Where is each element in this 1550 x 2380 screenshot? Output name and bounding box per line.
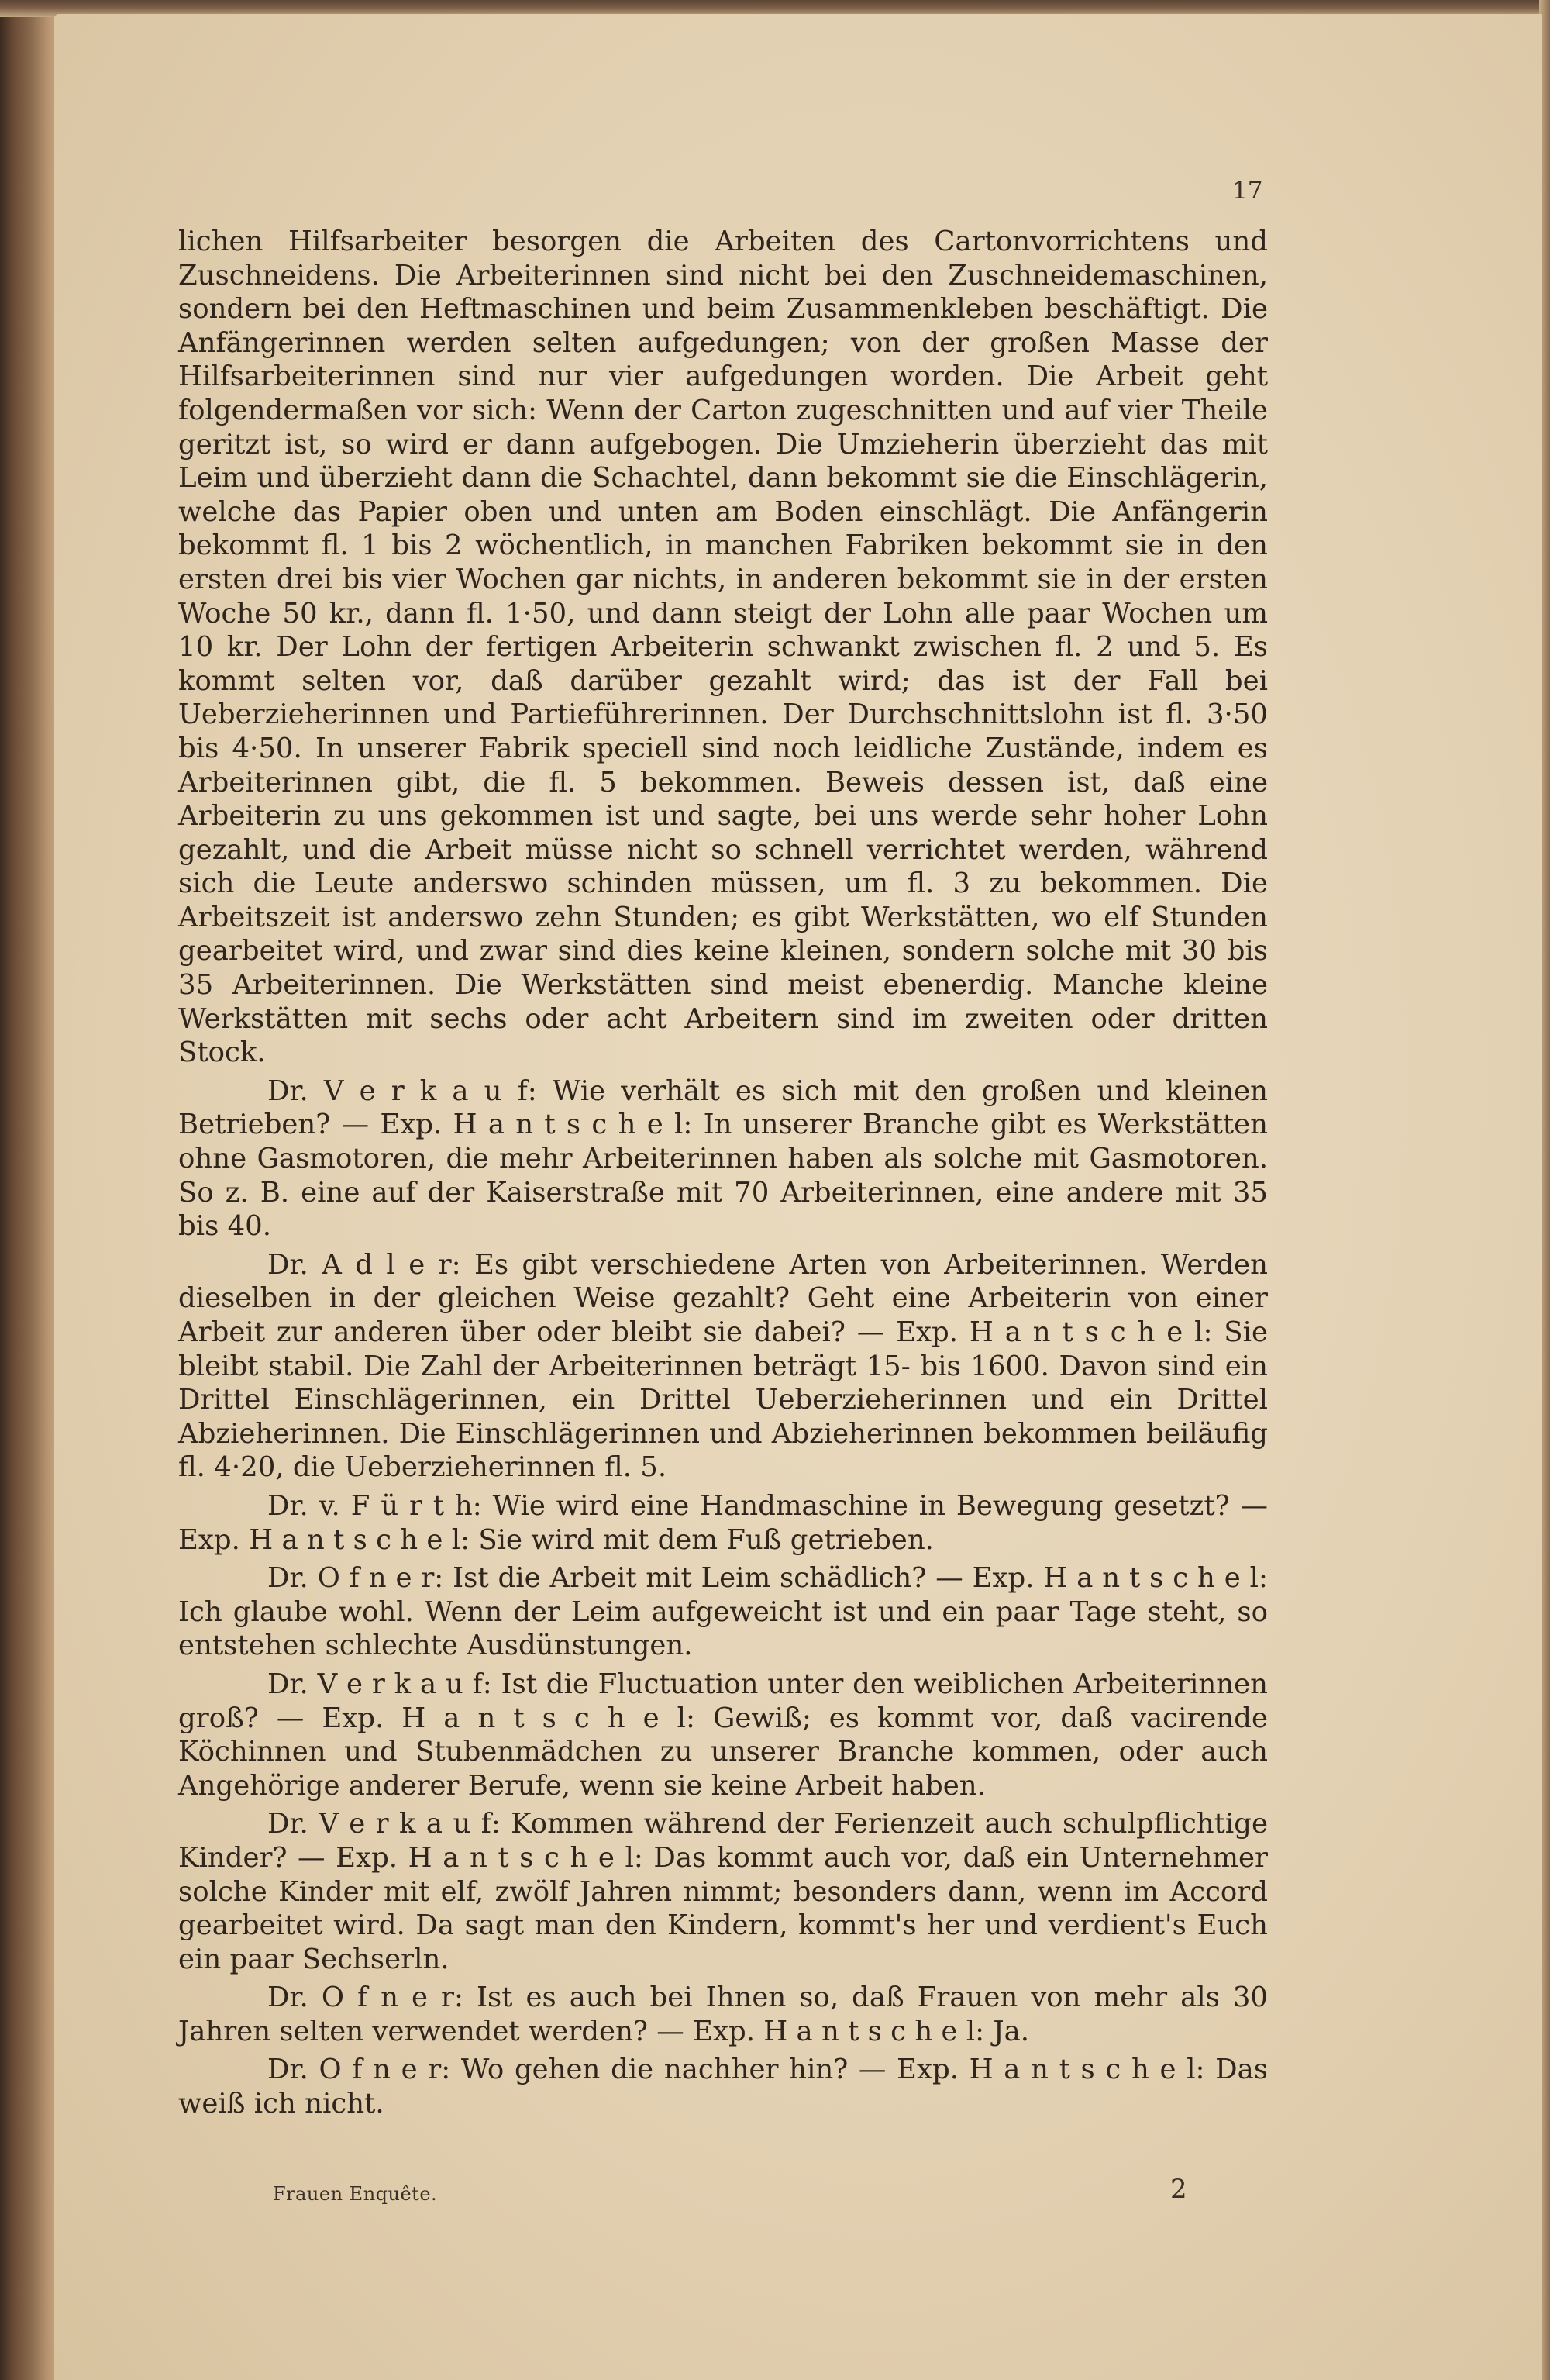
footer-title: Frauen Enquête. [273, 2183, 438, 2205]
page-number: 17 [1232, 177, 1263, 205]
paragraph: Dr. O f n e r: Ist die Arbeit mit Leim schädlich? — Exp. H a n t s c h e l: Ich glaube wohl. Wenn der Leim aufgeweicht ist und ein paar Tage steht, so entstehen schlechte Ausdünstungen. [178, 1562, 1268, 1662]
paragraph: Dr. V e r k a u f: Kommen während der Ferienzeit auch schulpflichtige Kinder? — Exp. H a n t s c h e l: Das kommt auch vor, daß ein Unternehmer solche Kinder mit elf, zwölf Jahren nimmt; besonders dann, wenn im Accord gearbeitet wird. Da sagt man den Kindern, kommt's her und verdient's Euch ein paar Sechserln. [178, 1808, 1268, 1975]
paragraph: Dr. V e r k a u f: Ist die Fluctuation unter den weiblichen Arbeiterinnen groß? — Exp. H a n t s c h e l: Gewiß; es kommt vor, daß vacirende Köchinnen und Stubenmädchen zu unserer Branche kommen, oder auch Angehörige anderer Berufe, wenn sie keine Arbeit haben. [178, 1668, 1268, 1802]
signature-mark: 2 [1170, 2174, 1187, 2205]
page-body-text [178, 225, 1268, 2126]
paragraph: Dr. O f n e r: Ist es auch bei Ihnen so, daß Frauen von mehr als 30 Jahren selten verwendet werden? — Exp. H a n t s c h e l: Ja. [178, 1982, 1268, 2047]
paragraph: lichen Hilfsarbeiter besorgen die Arbeiten des Cartonvorrichtens und Zuschneidens. Die Arbeiterinnen sind nicht bei den Zuschneidemaschinen, sondern bei den Heftmaschinen und beim Zusammenkleben beschäftigt. Die Anfängerinnen werden selten aufgedungen; von der großen Masse der Hilfsarbeiterinnen sind nur vier aufgedungen worden. Die Arbeit geht folgendermaßen vor sich: Wenn der Carton zugeschnitten und auf vier Theile geritzt ist, so wird er dann aufgebogen. Die Umzieherin überzieht das mit Leim und überzieht dann die Schachtel, dann bekommt sie die Einschlägerin, welche das Papier oben und unten am Boden einschlägt. Die Anfängerin bekommt fl. 1 bis 2 wöchentlich, in manchen Fabriken bekommt sie in den ersten drei bis vier Wochen gar nichts, in anderen bekommt sie in der ersten Woche 50 kr., dann fl. 1·50, und dann steigt der Lohn alle paar Wochen um 10 kr. Der Lohn der fertigen Arbeiterin schwankt zwischen fl. 2 und 5. Es kommt selten vor, daß darüber gezahlt wird; das ist der Fall bei Ueberzieherinnen und Partieführerinnen. Der Durchschnittslohn ist fl. 3·50 bis 4·50. In unserer Fabrik speciell sind noch leidliche Zustände, indem es Arbeiterinnen gibt, die fl. 5 bekommen. Beweis dessen ist, daß eine Arbeiterin zu uns gekommen ist und sagte, bei uns werde sehr hoher Lohn gezahlt, und die Arbeit müsse nicht so schnell verrichtet werden, während sich die Leute anderswo schinden müssen, um fl. 3 zu bekommen. Die Arbeitszeit ist anderswo zehn Stunden; es gibt Werkstätten, wo elf Stunden gearbeitet wird, und zwar sind dies keine kleinen, sondern solche mit 30 bis 35 Arbeiterinnen. Die Werkstätten sind meist ebenerdig. Manche kleine Werkstätten mit sechs oder acht Arbeitern sind im zweiten oder dritten Stock. [178, 226, 1268, 1069]
paragraph: Dr. v. F ü r t h: Wie wird eine Handmaschine in Bewegung gesetzt? — Exp. H a n t s c h e l: Sie wird mit dem Fuß getrieben. [178, 1489, 1268, 1556]
paragraph: Dr. A d l e r: Es gibt verschiedene Arten von Arbeiterinnen. Werden dieselben in der gleichen Weise gezahlt? Geht eine Arbeiterin von einer Arbeit zur anderen über oder bleibt sie dabei? — Exp. H a n t s c h e l: Sie bleibt stabil. Die Zahl der Arbeiterinnen beträgt 15- bis 1600. Davon sind ein Drittel Einschlägerinnen, ein Drittel Ueberzieherinnen und ein Drittel Abzieherinnen. Die Einschlägerinnen und Abzieherinnen bekommen beiläufig fl. 4·20, die Ueberzieherinnen fl. 5. [178, 1248, 1268, 1484]
paragraph: Dr. O f n e r: Wo gehen die nachher hin? — Exp. H a n t s c h e l: Das weiß ich nicht. [178, 2054, 1268, 2120]
paragraph: Dr. V e r k a u f: Wie verhält es sich mit den großen und kleinen Betrieben? — Exp. H a n t s c h e l: In unserer Branche gibt es Werkstätten ohne Gasmotoren, die mehr Arbeiterinnen haben als solche mit Gasmotoren. So z. B. eine auf der Kaiserstraße mit 70 Arbeiterinnen, eine andere mit 35 bis 40. [178, 1074, 1268, 1243]
